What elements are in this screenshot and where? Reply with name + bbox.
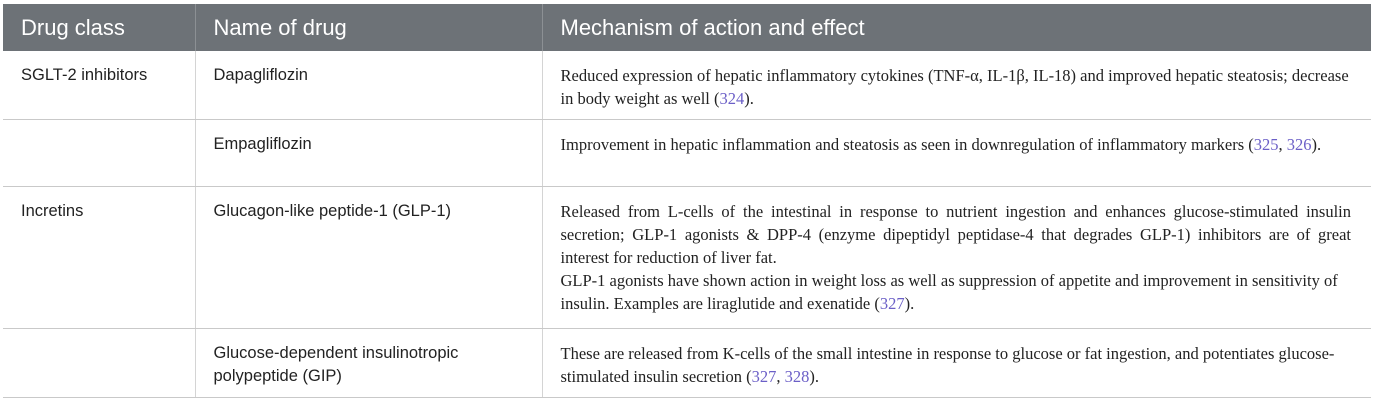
reference-link[interactable]: 328 (784, 367, 810, 386)
reference-link[interactable]: 324 (719, 89, 745, 108)
mechanism-tail: ). (744, 89, 754, 108)
table-row (3, 120, 1371, 187)
table-row (3, 329, 1371, 398)
header-mechanism: Mechanism of action and effect (542, 4, 1371, 51)
mechanism-text: Improvement in hepatic inflammation and steatosis as seen in downregulation of inflammatory markers ( (560, 135, 1254, 154)
reference-link[interactable]: 326 (1286, 135, 1312, 154)
reference-link[interactable]: 325 (1253, 135, 1279, 154)
mechanism-paragraph: Released from L-cells of the intestinal in response to nutrient ingestion and enhances glucose-stimulated insulin secretion; GLP-1 agonists & DPP-4 (enzyme dipeptidyl peptidase-4 that degrades GLP-1) inhibitors are of great interest for reduction of liver fat. (560, 202, 1351, 267)
table-row (3, 51, 1371, 120)
header-name-of-drug: Name of drug (195, 4, 542, 51)
reference-link[interactable]: 327 (751, 367, 777, 386)
mechanism-tail: ). (1311, 135, 1322, 154)
mechanism-tail: ). (809, 367, 819, 386)
mechanism-tail: ). (904, 294, 915, 313)
drug-name-cell: Glucose-dependent insulinotropic polypeptide (GIP) (195, 329, 542, 398)
table-body (3, 51, 1371, 398)
drug-name-cell: Glucagon-like peptide-1 (GLP-1) (195, 187, 542, 329)
drug-class-cell (3, 120, 195, 187)
drug-class-cell (3, 329, 195, 398)
reference-separator: , (1278, 135, 1287, 154)
mechanism-cell (542, 51, 1371, 120)
drug-mechanism-table (3, 4, 1371, 398)
drug-class-cell: SGLT-2 inhibitors (3, 51, 195, 120)
mechanism-cell (542, 120, 1371, 187)
drug-name-cell: Empagliflozin (195, 120, 542, 187)
drug-name-cell: Dapagliflozin (195, 51, 542, 120)
header-drug-class: Drug class (3, 4, 195, 51)
mechanism-text: Reduced expression of hepatic inflammatory cytokines (TNF-α, IL-1β, IL-18) and improved hepatic steatosis; decrease in body weight as well ( (560, 66, 1349, 108)
table-row (3, 187, 1371, 329)
reference-link[interactable]: 327 (879, 294, 905, 313)
mechanism-text: These are released from K-cells of the small intestine in response to glucose or fat ingestion, and potentiates glucose-stimulated insulin secretion ( (560, 344, 1335, 386)
drug-class-cell: Incretins (3, 187, 195, 329)
header-row (3, 4, 1371, 51)
table-header (3, 4, 1371, 51)
mechanism-cell (542, 187, 1371, 329)
reference-separator: , (776, 367, 785, 386)
mechanism-text: GLP-1 agonists have shown action in weight loss as well as suppression of appetite and improvement in sensitivity of insulin. Examples are liraglutide and exenatide ( (560, 271, 1338, 313)
mechanism-paragraph (561, 269, 1352, 315)
mechanism-cell (542, 329, 1371, 398)
